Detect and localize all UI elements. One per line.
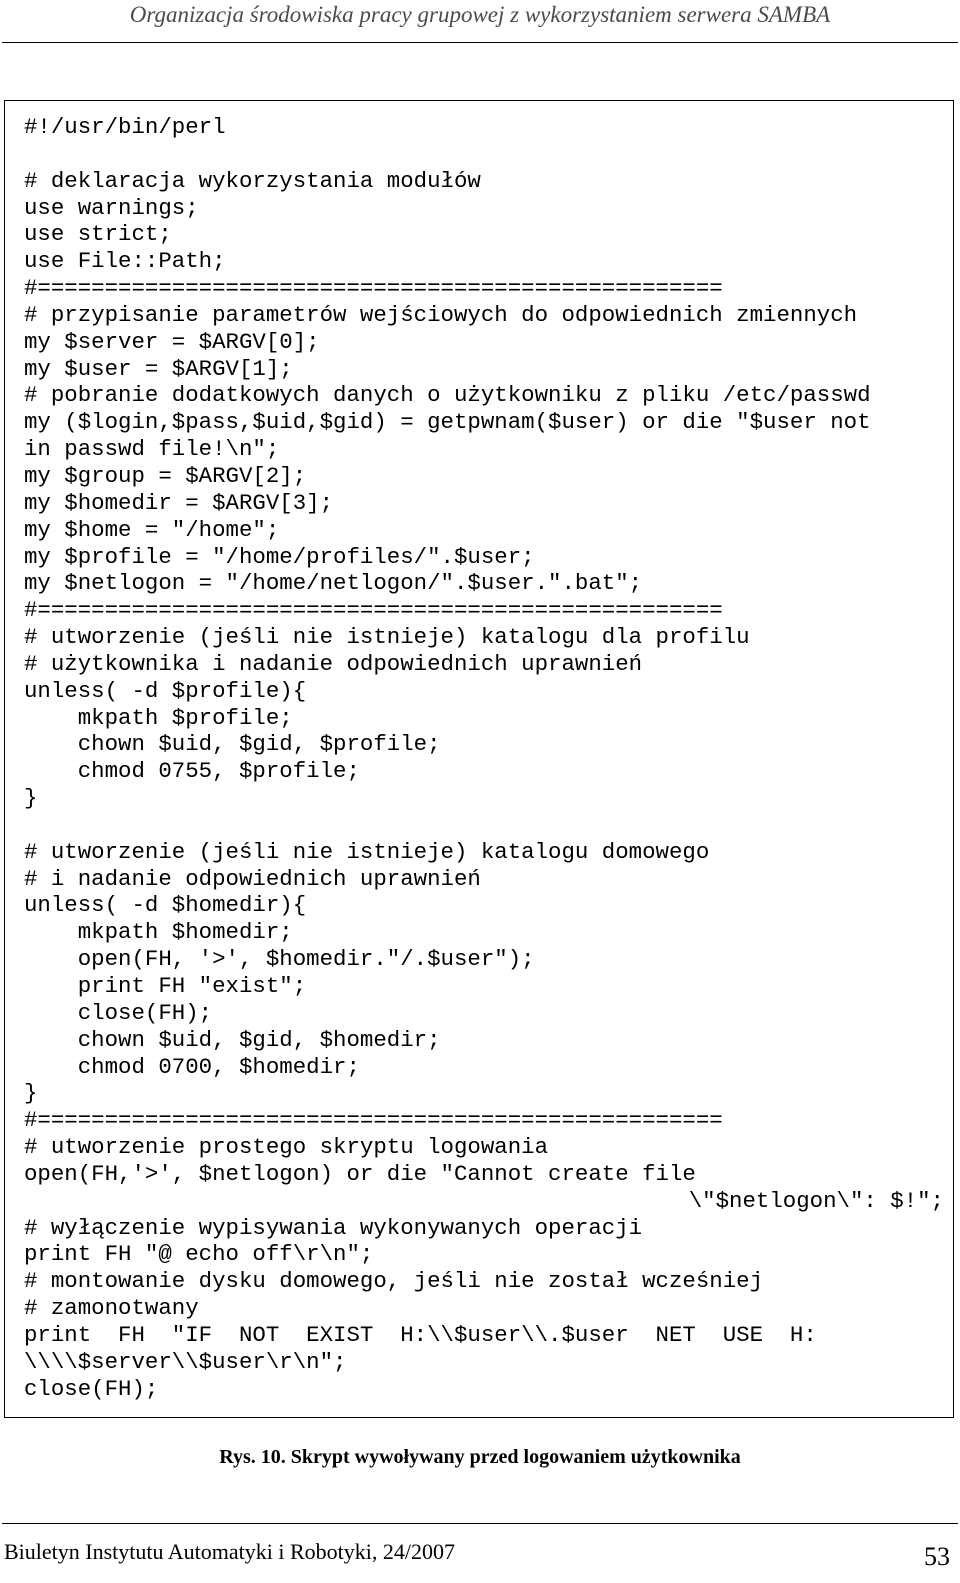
code-line: my $homedir = $ARGV[3]; — [24, 489, 334, 516]
code-line: close(FH); — [24, 1375, 159, 1402]
code-line: } — [24, 1080, 38, 1107]
code-line: chmod 0755, $profile; — [24, 758, 360, 785]
code-line: use strict; — [24, 221, 172, 248]
code-line: \"$netlogon\": $!"; — [688, 1187, 944, 1214]
code-line: my $group = $ARGV[2]; — [24, 462, 307, 489]
code-line: unless( -d $profile){ — [24, 677, 307, 704]
code-line: # utworzenie prostego skryptu logowania — [24, 1134, 549, 1161]
code-line: chown $uid, $gid, $homedir; — [24, 1026, 441, 1053]
code-line: chmod 0700, $homedir; — [24, 1053, 360, 1080]
code-line: my $profile = "/home/profiles/".$user; — [24, 543, 535, 570]
footer-divider — [2, 1523, 958, 1524]
code-line — [24, 141, 944, 168]
figure-caption: Rys. 10. Skrypt wywoływany przed logowaniem użytkownika — [219, 1446, 741, 1468]
code-line: use warnings; — [24, 194, 199, 221]
running-header: Organizacja środowiska pracy grupowej z wykorzystaniem serwera SAMBA — [129, 2, 831, 27]
code-line: open(FH,'>', $netlogon) or die "Cannot create file — [24, 1160, 696, 1187]
code-line: #=================================================== — [24, 1107, 723, 1134]
code-line: # zamonotwany — [24, 1295, 199, 1322]
code-line: mkpath $homedir; — [24, 919, 293, 946]
code-line: # i nadanie odpowiednich uprawnień — [24, 865, 481, 892]
code-line: # pobranie dodatkowych danych o użytkowniku z pliku /etc/passwd — [24, 382, 871, 409]
code-line — [24, 812, 944, 839]
code-line: my $user = $ARGV[1]; — [24, 355, 293, 382]
code-line: chown $uid, $gid, $profile; — [24, 731, 441, 758]
code-line: in passwd file!\n"; — [24, 436, 280, 463]
code-line: my $netlogon = "/home/netlogon/".$user.".bat"; — [24, 570, 643, 597]
code-line: # użytkownika i nadanie odpowiednich uprawnień — [24, 650, 643, 677]
code-listing — [24, 114, 944, 1403]
journal-footer: Biuletyn Instytutu Automatyki i Robotyki, 24/2007 — [4, 1539, 456, 1564]
code-line: #=================================================== — [24, 275, 723, 302]
code-line: # utworzenie (jeśli nie istnieje) katalogu domowego — [24, 838, 710, 865]
code-line: \\\\$server\\$user\r\n"; — [24, 1348, 347, 1375]
code-line: # przypisanie parametrów wejściowych do odpowiednich zmiennych — [24, 301, 858, 328]
code-line: } — [24, 785, 38, 812]
code-line: close(FH); — [24, 999, 213, 1026]
code-line: #!/usr/bin/perl — [24, 114, 226, 140]
code-line: unless( -d $homedir){ — [24, 892, 307, 919]
code-line: mkpath $profile; — [24, 704, 293, 731]
code-line: my $server = $ARGV[0]; — [24, 328, 320, 355]
code-line: use File::Path; — [24, 248, 226, 275]
code-line: # wyłączenie wypisywania wykonywanych operacji — [24, 1214, 643, 1241]
code-line: #=================================================== — [24, 597, 723, 624]
code-line: print FH "exist"; — [24, 973, 307, 999]
header-divider — [2, 42, 958, 43]
code-line: # deklaracja wykorzystania modułów — [24, 167, 481, 194]
code-line: print FH "IF NOT EXIST H:\\$user\\.$user NET USE H: — [24, 1321, 817, 1348]
code-line: my $home = "/home"; — [24, 516, 280, 543]
code-line: print FH "@ echo off\r\n"; — [24, 1241, 374, 1268]
code-line: open(FH, '>', $homedir."/.$user"); — [24, 946, 535, 973]
code-line: # montowanie dysku domowego, jeśli nie został wcześniej — [24, 1268, 764, 1295]
code-line: my ($login,$pass,$uid,$gid) = getpwnam($user) or die "$user not — [24, 409, 871, 436]
page-number: 53 — [924, 1542, 950, 1571]
code-line: # utworzenie (jeśli nie istnieje) katalogu dla profilu — [24, 624, 750, 651]
